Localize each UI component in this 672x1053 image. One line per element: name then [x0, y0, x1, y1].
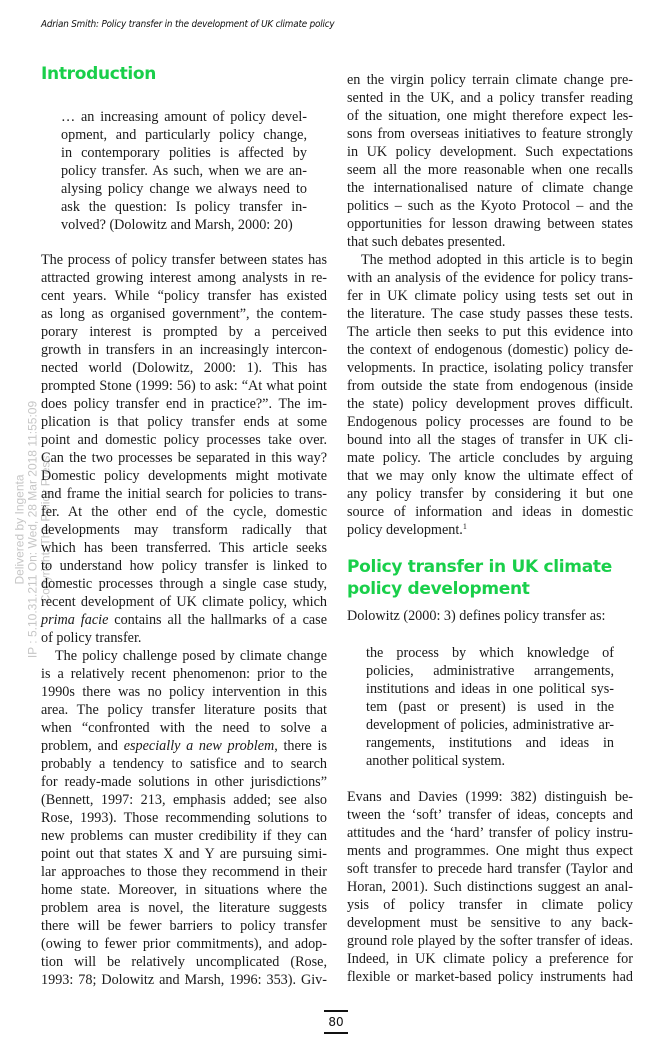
text-line: problem area is novel, the literature suggests	[41, 900, 327, 916]
text-line: home state. Moreover, in situations where the	[41, 882, 327, 898]
text-line: Endogenous policy processes are found to be	[347, 414, 633, 430]
italic-emphasis: especially a new problem	[123, 738, 275, 754]
text-line: policy transfer. As such, when we are an-	[61, 163, 307, 179]
text-line: politics – such as the Kyoto Protocol – and the	[347, 198, 633, 214]
text-line: of policy transfer.	[41, 630, 142, 646]
text-line: plication is that policy transfer ends at some	[41, 414, 327, 430]
text-line: Evans and Davies (1999: 382) distinguish be-	[347, 789, 633, 805]
text-line: fer in UK climate policy using tests set out in	[347, 288, 633, 304]
watermark-line: Copyright: The Policy Press	[38, 455, 53, 604]
text-line: to understand how policy transfer is linked to	[41, 558, 327, 574]
text-line: in contemporary polities is affected by	[61, 145, 307, 161]
text-line: domestic processes through a single case study,	[41, 576, 327, 592]
text-line: growth in transfers in an increasingly intercon-	[41, 342, 327, 358]
text-line: as long as organised government”, the contem-	[41, 306, 327, 322]
text-line: Horan, 2001). Such distinctions suggest an anal-	[347, 879, 633, 895]
text-line: seem all the more reasonable when one recalls	[347, 162, 633, 178]
text-line: the process by which knowledge of	[366, 645, 614, 661]
text-line: porary interest is prompted by a perceived	[41, 324, 327, 340]
text-line: is a relatively recent phenomenon: prior to the	[41, 666, 327, 682]
text-line: source of information and ideas in domestic	[347, 504, 633, 520]
text-line: … an increasing amount of policy devel-	[61, 109, 307, 125]
text-line: 1990s there was no policy intervention in this	[41, 684, 327, 700]
text-line: velopments. In practice, isolating policy transfer	[347, 360, 633, 376]
heading-line: Policy transfer in UK climate	[347, 557, 612, 577]
section-heading-introduction: Introduction	[41, 64, 157, 84]
page-footer	[323, 1010, 349, 1034]
text-span: contains all the hallmarks of a case	[108, 612, 327, 628]
text-line: sented in the UK, and a policy transfer reading	[347, 90, 633, 106]
heading-line: policy development	[347, 579, 530, 599]
text-line: The process of policy transfer between states has	[41, 252, 327, 268]
watermark-line: IP : 5.10.31.211 On: Wed, 28 Mar 2018 11:55:09	[25, 400, 40, 659]
text-line: with an analysis of the evidence for policy trans-	[347, 270, 633, 286]
text-span: problem, and	[41, 738, 124, 754]
italic-term: prima facie	[41, 612, 109, 628]
text-line: The article then seeks to put this evidence into	[347, 324, 633, 340]
text-line: that we may only know the ultimate effect of	[347, 468, 633, 484]
text-line: ments and programmes. One might thus expect	[347, 843, 633, 859]
epigraph	[61, 108, 307, 234]
text-line: that such debates presented.	[347, 234, 506, 250]
footer-rule-bottom	[324, 1032, 348, 1034]
text-line: fer. At the other end of the cycle, domestic	[41, 504, 327, 520]
text-line: volved? (Dolowitz and Marsh, 2000: 20)	[61, 217, 293, 233]
paragraph	[347, 788, 633, 986]
text-line: bound into all the stages of transfer in UK cli-	[347, 432, 633, 448]
text-line: Indeed, in UK climate policy a preference for	[347, 951, 633, 967]
text-line: prompted Stone (1999: 56) to ask: “At what point	[41, 378, 327, 394]
text-line: another political system.	[366, 753, 506, 769]
text-line: en the virgin policy terrain climate change pre-	[347, 72, 633, 88]
text-line: The method adopted in this article is to begin	[361, 252, 633, 268]
text-line: Domestic policy developments might motivate	[41, 468, 327, 484]
text-line: there will be fewer barriers to policy transfer	[41, 918, 327, 934]
text-line: opportunities for lesson drawing between states	[347, 216, 633, 232]
text-line: tem (past or present) is used in the	[366, 699, 614, 715]
text-line: attracted growing interest among analysts in re-	[41, 270, 327, 286]
text-line: when “confronted with the need to solve a	[41, 720, 327, 736]
watermark-line: Delivered by Ingenta	[12, 474, 27, 585]
text-line: area. The policy transfer literature posits that	[41, 702, 327, 718]
text-line: (Bennett, 1997: 213, emphasis added; see also	[41, 792, 327, 808]
footnote-marker[interactable]: 1	[462, 522, 467, 531]
text-line: recent development of UK climate policy, which	[41, 594, 327, 610]
text-line: developments may transform radically that	[41, 522, 327, 538]
text-line: in UK policy development. Such expectations	[347, 144, 633, 160]
text-line: and frame the initial search for policies to trans-	[41, 486, 327, 502]
text-line: point out that states X and Y are pursuing simi-	[41, 846, 327, 862]
text-line: sons from overseas initiatives to feature strongly	[347, 126, 633, 142]
text-line: development of policies, administrative ar-	[366, 717, 614, 733]
text-line: point and domestic policy processes take over.	[41, 432, 327, 448]
text-line: institutions and ideas in one political sys-	[366, 681, 614, 697]
text-line: development must be sensitive to any back-	[347, 915, 633, 931]
text-line: nected world (Dolowitz, 2000: 1). This has	[41, 360, 327, 376]
paragraph	[347, 71, 633, 251]
text-span: , there is	[274, 738, 328, 754]
text-line: probably a tendency to satisfice and to search	[41, 756, 327, 772]
text-line: which has been transferred. This article seeks	[41, 540, 327, 556]
paragraph	[347, 607, 633, 625]
text-line: lar approaches to those they recommend in their	[41, 864, 327, 880]
text-line: the literature. The case study passes these tests.	[347, 306, 633, 322]
text-line: The policy challenge posed by climate change	[55, 648, 327, 664]
text-line	[347, 521, 633, 539]
text-line: Can the two processes be separated in this way?	[41, 450, 327, 466]
text-line: new problems can muster credibility if they can	[41, 828, 327, 844]
text-line: attitudes and the ‘hard’ transfer of policy instru-	[347, 825, 633, 841]
text-line	[41, 737, 327, 755]
paragraph	[347, 251, 633, 539]
text-line: the context of endogenous (domestic) policy de-	[347, 342, 633, 358]
text-line: cent years. While “policy transfer has existed	[41, 288, 327, 304]
text-line: the internationalised nature of climate change	[347, 180, 633, 196]
text-line: from outside the state from endogenous (inside	[347, 378, 633, 394]
section-heading-policy-transfer	[347, 556, 612, 600]
text-line: tween the ‘soft’ transfer of ideas, concepts and	[347, 807, 633, 823]
text-line	[41, 611, 327, 629]
text-line: opment, and particularly policy change,	[61, 127, 307, 143]
text-line: Dolowitz (2000: 3) defines policy transfer as:	[347, 608, 606, 624]
text-line: Rose, 1993). Those recommending solutions to	[41, 810, 327, 826]
text-line: mate policy. The article concludes by arguing	[347, 450, 633, 466]
paragraph	[38, 251, 328, 989]
text-line: ground role played by the softer transfer of ideas.	[347, 933, 633, 949]
text-line: rangements, institutions and ideas in	[366, 735, 614, 751]
text-line: tion will be relatively uncomplicated (Rose,	[41, 954, 327, 970]
text-line: 1993: 78; Dolowitz and Marsh, 1996: 353). Giv-	[41, 972, 327, 988]
page-number: 80	[328, 1015, 344, 1029]
text-line: of the situation, one might therefore expect les-	[347, 108, 633, 124]
text-line: (owing to fewer prior commitments), and adop-	[41, 936, 327, 952]
text-line: for ready-made solutions in other jurisdictions”	[41, 774, 327, 790]
text-line: the state) policy development proves difficult.	[347, 396, 633, 412]
text-line: alysing policy change we always need to	[61, 181, 307, 197]
block-quote	[366, 644, 614, 770]
text-line: policies, administrative arrangements,	[366, 663, 614, 679]
text-line: any policy transfer by considering it but one	[347, 486, 633, 502]
text-line: soft transfer to precede hard transfer (Taylor and	[347, 861, 633, 877]
running-head: Adrian Smith: Policy transfer in the development of UK climate policy	[41, 19, 335, 30]
text-span: policy development.	[347, 522, 463, 538]
text-line: flexible or market-based policy instruments had	[347, 969, 633, 985]
text-line: does policy transfer end in practice?”. The im-	[41, 396, 327, 412]
text-line: ask the question: Is policy transfer in-	[61, 199, 307, 215]
text-line: ysis of policy transfer in climate policy	[347, 897, 633, 913]
